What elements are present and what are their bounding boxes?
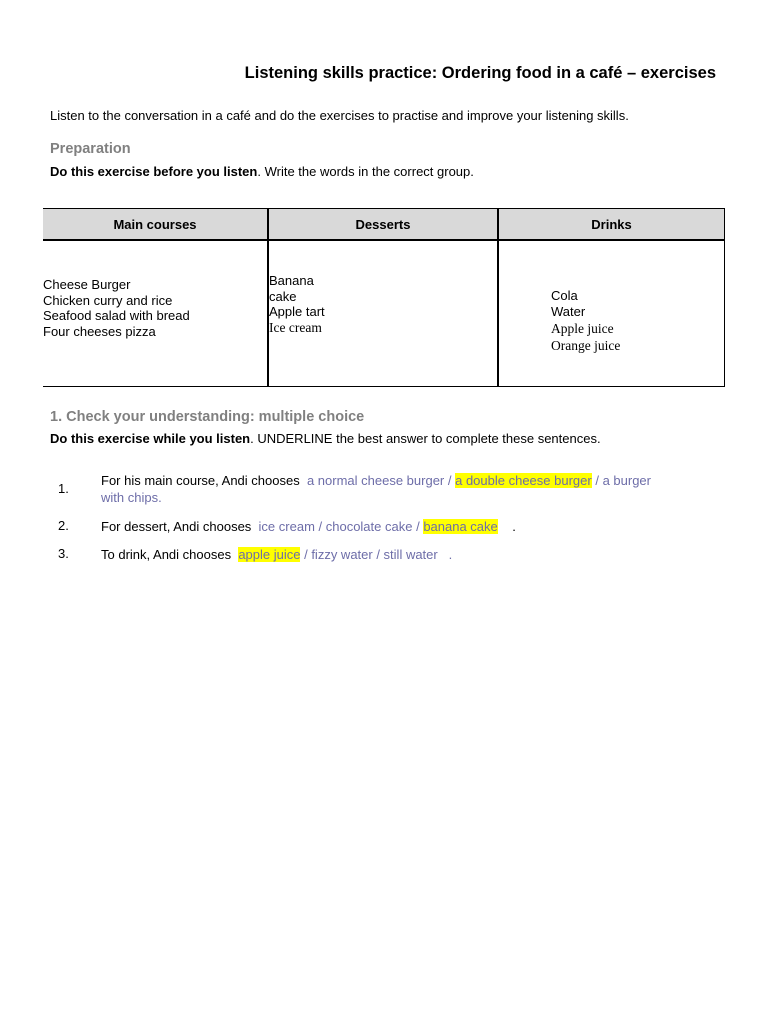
instruction-rest: . UNDERLINE the best answer to complete these sentences.	[250, 431, 601, 446]
question-number: 3.	[58, 546, 69, 561]
dessert-item: Apple tart	[269, 304, 325, 319]
answer-option-highlighted[interactable]: a double cheese burger	[455, 473, 592, 488]
answer-option[interactable]: / a burger	[595, 473, 651, 488]
main-courses-cell	[43, 240, 268, 387]
header-main-courses: Main courses	[43, 209, 268, 241]
exercise1-instruction	[50, 431, 601, 446]
dessert-item: Banana	[269, 273, 314, 288]
desserts-cell	[268, 240, 498, 387]
drink-item: Orange juice	[551, 338, 621, 353]
main-course-item: Cheese Burger	[43, 277, 131, 292]
sentence-end: .	[448, 547, 453, 562]
answer-option-highlighted[interactable]: banana cake	[423, 519, 498, 534]
drink-item: Cola	[551, 288, 578, 303]
header-desserts: Desserts	[268, 209, 498, 241]
answer-option[interactable]: a normal cheese burger /	[306, 473, 452, 488]
header-drinks: Drinks	[498, 209, 725, 241]
question-3	[58, 546, 708, 564]
drink-item: Apple juice	[551, 321, 614, 336]
dessert-item: Ice cream	[269, 319, 322, 335]
drink-item: Water	[551, 304, 586, 319]
instruction-rest: . Write the words in the correct group.	[257, 164, 474, 179]
page-title: Listening skills practice: Ordering food in a café – exercises	[244, 64, 716, 82]
question-1	[58, 472, 708, 508]
main-course-item: Chicken curry and rice	[43, 292, 173, 308]
question-text	[101, 472, 711, 506]
question-stem: To drink, Andi chooses	[101, 547, 232, 562]
question-stem: For his main course, Andi chooses	[101, 473, 300, 488]
exercise1-heading: 1. Check your understanding: multiple choice	[50, 409, 365, 425]
intro-text: Listen to the conversation in a café and do the exercises to practise and improve your listening skills.	[50, 108, 629, 123]
drinks-cell	[498, 240, 725, 387]
question-number: 2.	[58, 518, 69, 533]
instruction-bold: Do this exercise before you listen	[50, 164, 258, 179]
question-text	[101, 518, 516, 535]
main-course-item: Seafood salad with bread	[43, 308, 190, 323]
instruction-bold: Do this exercise while you listen	[50, 431, 251, 446]
sentence-end: .	[512, 519, 516, 534]
answer-option-continued[interactable]: with chips.	[101, 490, 162, 505]
answer-option[interactable]: ice cream / chocolate cake /	[258, 519, 420, 534]
food-group-table	[43, 208, 725, 387]
question-2	[58, 518, 708, 536]
preparation-instruction	[50, 164, 474, 179]
question-text	[101, 546, 452, 563]
dessert-item: cake	[269, 288, 297, 304]
question-number: 1.	[58, 481, 69, 496]
answer-option[interactable]: / fizzy water / still water	[304, 547, 438, 562]
main-course-item: Four cheeses pizza	[43, 323, 156, 339]
answer-option-highlighted[interactable]: apple juice	[238, 547, 301, 562]
preparation-heading: Preparation	[50, 141, 131, 157]
question-stem: For dessert, Andi chooses	[101, 519, 252, 534]
